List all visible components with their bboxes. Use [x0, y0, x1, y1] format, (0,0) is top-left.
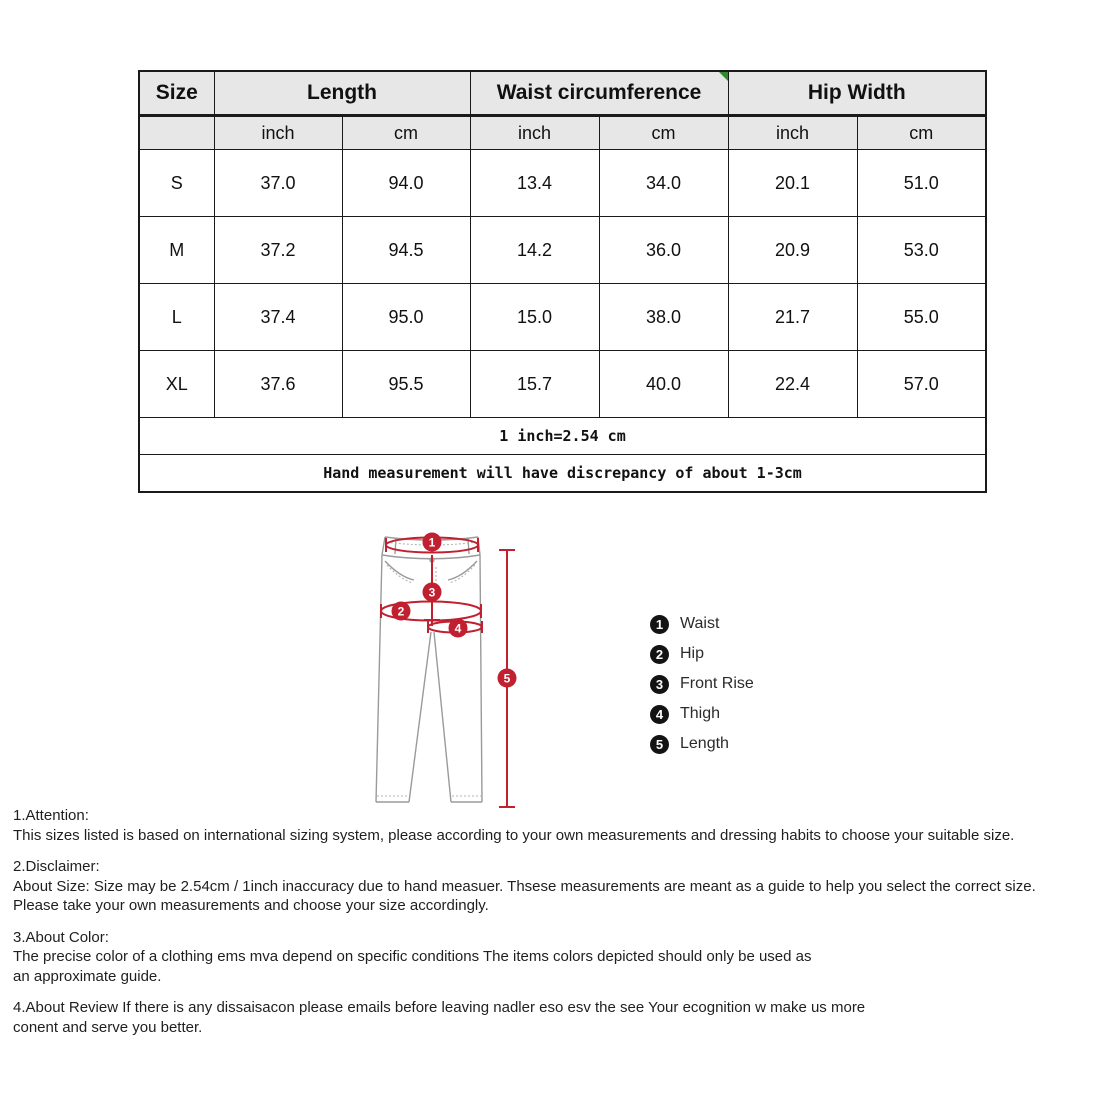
size-label: XL: [139, 351, 214, 418]
legend-item-thigh: [650, 699, 754, 729]
legend-item-front-rise: [650, 669, 754, 699]
table-subheader-row: [139, 116, 986, 150]
legend-item-waist: [650, 609, 754, 639]
col-header-hip: Hip Width: [728, 71, 986, 116]
size-label: S: [139, 150, 214, 217]
note-heading: 2.Disclaimer:: [13, 858, 100, 875]
pants-measurement-diagram: [352, 523, 562, 823]
note-about-review: [13, 998, 1091, 1037]
table-row-l: [139, 284, 986, 351]
note-heading: 3.About Color:: [13, 928, 109, 946]
table-row-m: [139, 217, 986, 284]
legend-item-label: Waist: [680, 615, 720, 632]
legend-number-badge: 2: [650, 645, 669, 664]
cell-comment-flag-icon: [719, 72, 728, 81]
value-cell: 95.0: [342, 284, 470, 351]
note-line: an approximate guide.: [13, 967, 162, 985]
value-cell: 34.0: [599, 150, 728, 217]
size-label: M: [139, 217, 214, 284]
value-cell: 15.0: [470, 284, 599, 351]
value-cell: 37.4: [214, 284, 342, 351]
value-cell: 40.0: [599, 351, 728, 418]
table-header-row: [139, 71, 986, 116]
pants-outline-icon: [376, 537, 482, 802]
value-cell: 94.5: [342, 217, 470, 284]
legend-item-label: Front Rise: [680, 675, 754, 692]
col-header-waist: [470, 71, 728, 116]
col-header-size: Size: [139, 71, 214, 116]
value-cell: 55.0: [857, 284, 986, 351]
value-cell: 22.4: [728, 351, 857, 418]
subheader-hip-inch: inch: [728, 116, 857, 150]
pants-stitching-icon: [377, 542, 481, 796]
value-cell: 37.0: [214, 150, 342, 217]
value-cell: 94.0: [342, 150, 470, 217]
legend-item-hip: [650, 639, 754, 669]
col-header-waist-label: Waist circumference: [496, 81, 702, 104]
value-cell: 38.0: [599, 284, 728, 351]
table-row-s: [139, 150, 986, 217]
table-row-xl: [139, 351, 986, 418]
note-line: This sizes listed is based on international sizing system, please according to your own measurements and dressing habits to choose your suitable size.: [13, 826, 1015, 844]
legend-item-label: Length: [680, 735, 729, 752]
value-cell: 20.1: [728, 150, 857, 217]
legend-item-length: [650, 729, 754, 759]
note-line: conent and serve you better.: [13, 1018, 203, 1036]
value-cell: 51.0: [857, 150, 986, 217]
size-chart-table: [138, 70, 987, 493]
value-cell: 20.9: [728, 217, 857, 284]
subheader-waist-inch: inch: [470, 116, 599, 150]
footnote-inch-conversion: 1 inch=2.54 cm: [139, 418, 986, 455]
subheader-waist-cm: cm: [599, 116, 728, 150]
note-heading: 1.Attention:: [13, 807, 89, 824]
measurement-legend: [650, 609, 754, 759]
legend-number-badge: 1: [650, 615, 669, 634]
table-footnote-row: [139, 418, 986, 455]
legend-number-badge: 4: [650, 705, 669, 724]
value-cell: 15.7: [470, 351, 599, 418]
legend-number-badge: 5: [650, 735, 669, 754]
marker-number: 3: [428, 585, 436, 600]
measurement-marker-badges: [392, 533, 517, 688]
marker-number: 2: [397, 604, 405, 619]
note-attention: [13, 806, 1091, 845]
value-cell: 57.0: [857, 351, 986, 418]
table-footnote-row: [139, 455, 986, 493]
marker-number: 5: [503, 671, 511, 686]
note-line: About Size: Size may be 2.54cm / 1inch inaccuracy due to hand measuer. Thsese measurements are meant as a guide to help you select the correct size.: [13, 877, 1036, 895]
value-cell: 13.4: [470, 150, 599, 217]
value-cell: 36.0: [599, 217, 728, 284]
note-disclaimer: [13, 857, 1091, 916]
note-line: Please take your own measurements and choose your size accordingly.: [13, 897, 489, 914]
subheader-hip-cm: cm: [857, 116, 986, 150]
subheader-empty: [139, 116, 214, 150]
value-cell: 21.7: [728, 284, 857, 351]
legend-number-badge: 3: [650, 675, 669, 694]
value-cell: 37.6: [214, 351, 342, 418]
col-header-length: Length: [214, 71, 470, 116]
size-label: L: [139, 284, 214, 351]
value-cell: 53.0: [857, 217, 986, 284]
legend-item-label: Thigh: [680, 705, 721, 722]
marker-number: 4: [454, 621, 462, 636]
value-cell: 14.2: [470, 217, 599, 284]
note-about-color: [13, 928, 1091, 987]
subheader-length-cm: cm: [342, 116, 470, 150]
note-line: 4.About Review If there is any dissaisacon please emails before leaving nadler eso esv the see Your ecognition w make us more: [13, 999, 866, 1016]
marker-number: 1: [428, 535, 436, 550]
value-cell: 95.5: [342, 351, 470, 418]
note-line: The precise color of a clothing ems mva depend on specific conditions The items colors depicted should only be used as: [13, 948, 812, 965]
value-cell: 37.2: [214, 217, 342, 284]
legend-item-label: Hip: [680, 645, 705, 662]
notes-block: [13, 806, 1091, 1049]
footnote-hand-measurement: Hand measurement will have discrepancy of about 1-3cm: [139, 455, 986, 493]
subheader-length-inch: inch: [214, 116, 342, 150]
